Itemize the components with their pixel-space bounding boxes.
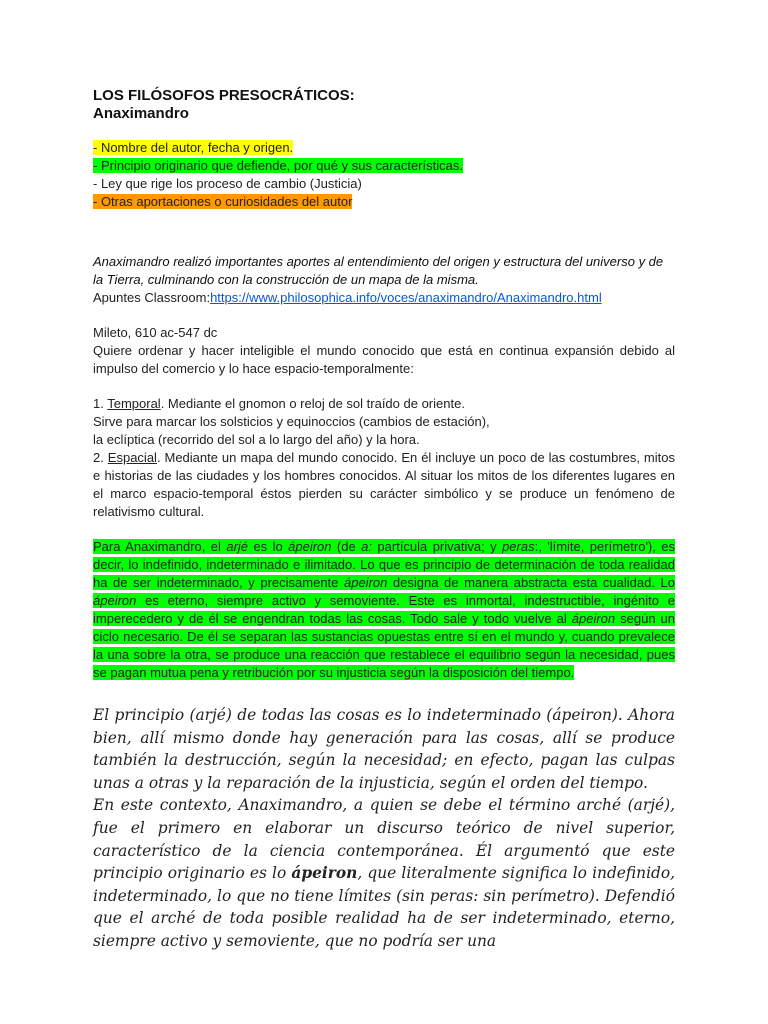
quote-block [93,704,675,953]
task-item: - Nombre del autor, fecha y origen. [93,140,294,155]
apuntes-link[interactable]: https://www.philosophica.info/voces/anaximandro/Anaximandro.html [210,290,602,305]
temporal-line-2: Sirve para marcar los solsticios y equinoccios (cambios de estación), [93,414,490,429]
task-list [93,139,675,211]
task-item: - Ley que rige los proceso de cambio (Justicia) [93,176,362,191]
temporal-label: Temporal [107,396,161,411]
origin-line: Mileto, 610 ac-547 dc [93,325,218,340]
temporal-line-3: la eclíptica (recorrido del sol a lo largo del año) y la hora. [93,432,420,447]
document-content [93,87,675,953]
doc-title [93,87,675,123]
espacial-item: 2. Espacial. Mediante un mapa del mundo conocido. En él incluye un poco de las costumbres, mitos e historias de las ciudades y los hombres conocidos. Al situar los mitos de los diferentes lugares en el marco espacio-temporal éstos pierden su carácter simbólico y se produce un fenómeno de relativismo cultural. [93,450,675,519]
apuntes-line [93,289,675,307]
title-line-1: LOS FILÓSOFOS PRESOCRÁTICOS: [93,87,355,104]
highlighted-paragraph: Para Anaximandro, el arjé es lo ápeiron (de a: partícula privativa; y peras:, 'límite, perímetro'), es decir, lo indefinido, indeterminado e ilimitado. Lo que es principio de determinación de toda realidad ha de ser indeterminado, y precisamente ápeiron designa de manera abstracta esta cualidad. Lo ápeiron es eterno, siempre activo y semoviente. Este es inmortal, indestructible, ingénito e imperecedero y de él se engendran todas las cosas. Todo sale y todo vuelve al ápeiron según un ciclo necesario. De él se separan las sustancias opuestas entre sí en el mundo y, cuando prevalece la una sobre la otra, se produce una reacción que restablece el equilibrio según la necesidad, pues se pagan mutua pena y retribución por su injusticia según la disposición del tiempo. [93,539,676,680]
task-item: - Principio originario que defiende, por qué y sus características. [93,158,463,173]
espacial-label: Espacial [107,450,157,465]
para-ordenar: Quiere ordenar y hacer inteligible el mundo conocido que está en continua expansión debido al impulso del comercio y lo hace espacio-temporalmente: [93,343,675,376]
title-line-2: Anaximandro [93,105,189,122]
quote-paragraph-1: El principio (arjé) de todas las cosas es lo indeterminado (ápeiron). Ahora bien, allí mismo donde hay generación para las cosas, allí se produce también la destrucción, según la necesidad; en efecto, pagan las culpas unas a otras y la reparación de la injusticia, según el orden del tiempo. [93,706,675,792]
task-item: - Otras aportaciones o curiosidades del autor [93,194,353,209]
apuntes-label: Apuntes Classroom: [93,290,211,305]
quote-paragraph-2: En este contexto, Anaximandro, a quien se debe el término arché (arjé), fue el primero en elaborar un discurso teórico de nivel superior, característico de la ciencia contemporánea. Él argumentó que este principio originario es lo ápeiron, que literalmente significa lo indefinido, indeterminado, lo que no tiene límites (sin peras: sin perímetro). Defendió que el arché de toda posible realidad ha de ser indeterminado, eterno, siempre activo y semoviente, que no podría ser una [93,796,676,950]
intro-paragraph: Anaximandro realizó importantes aportes al entendimiento del origen y estructura del universo y de la Tierra, culminando con la construcción de un mapa de la misma. [93,254,664,287]
temporal-item: 1. Temporal. Mediante el gnomon o reloj de sol traído de oriente. [93,396,465,411]
